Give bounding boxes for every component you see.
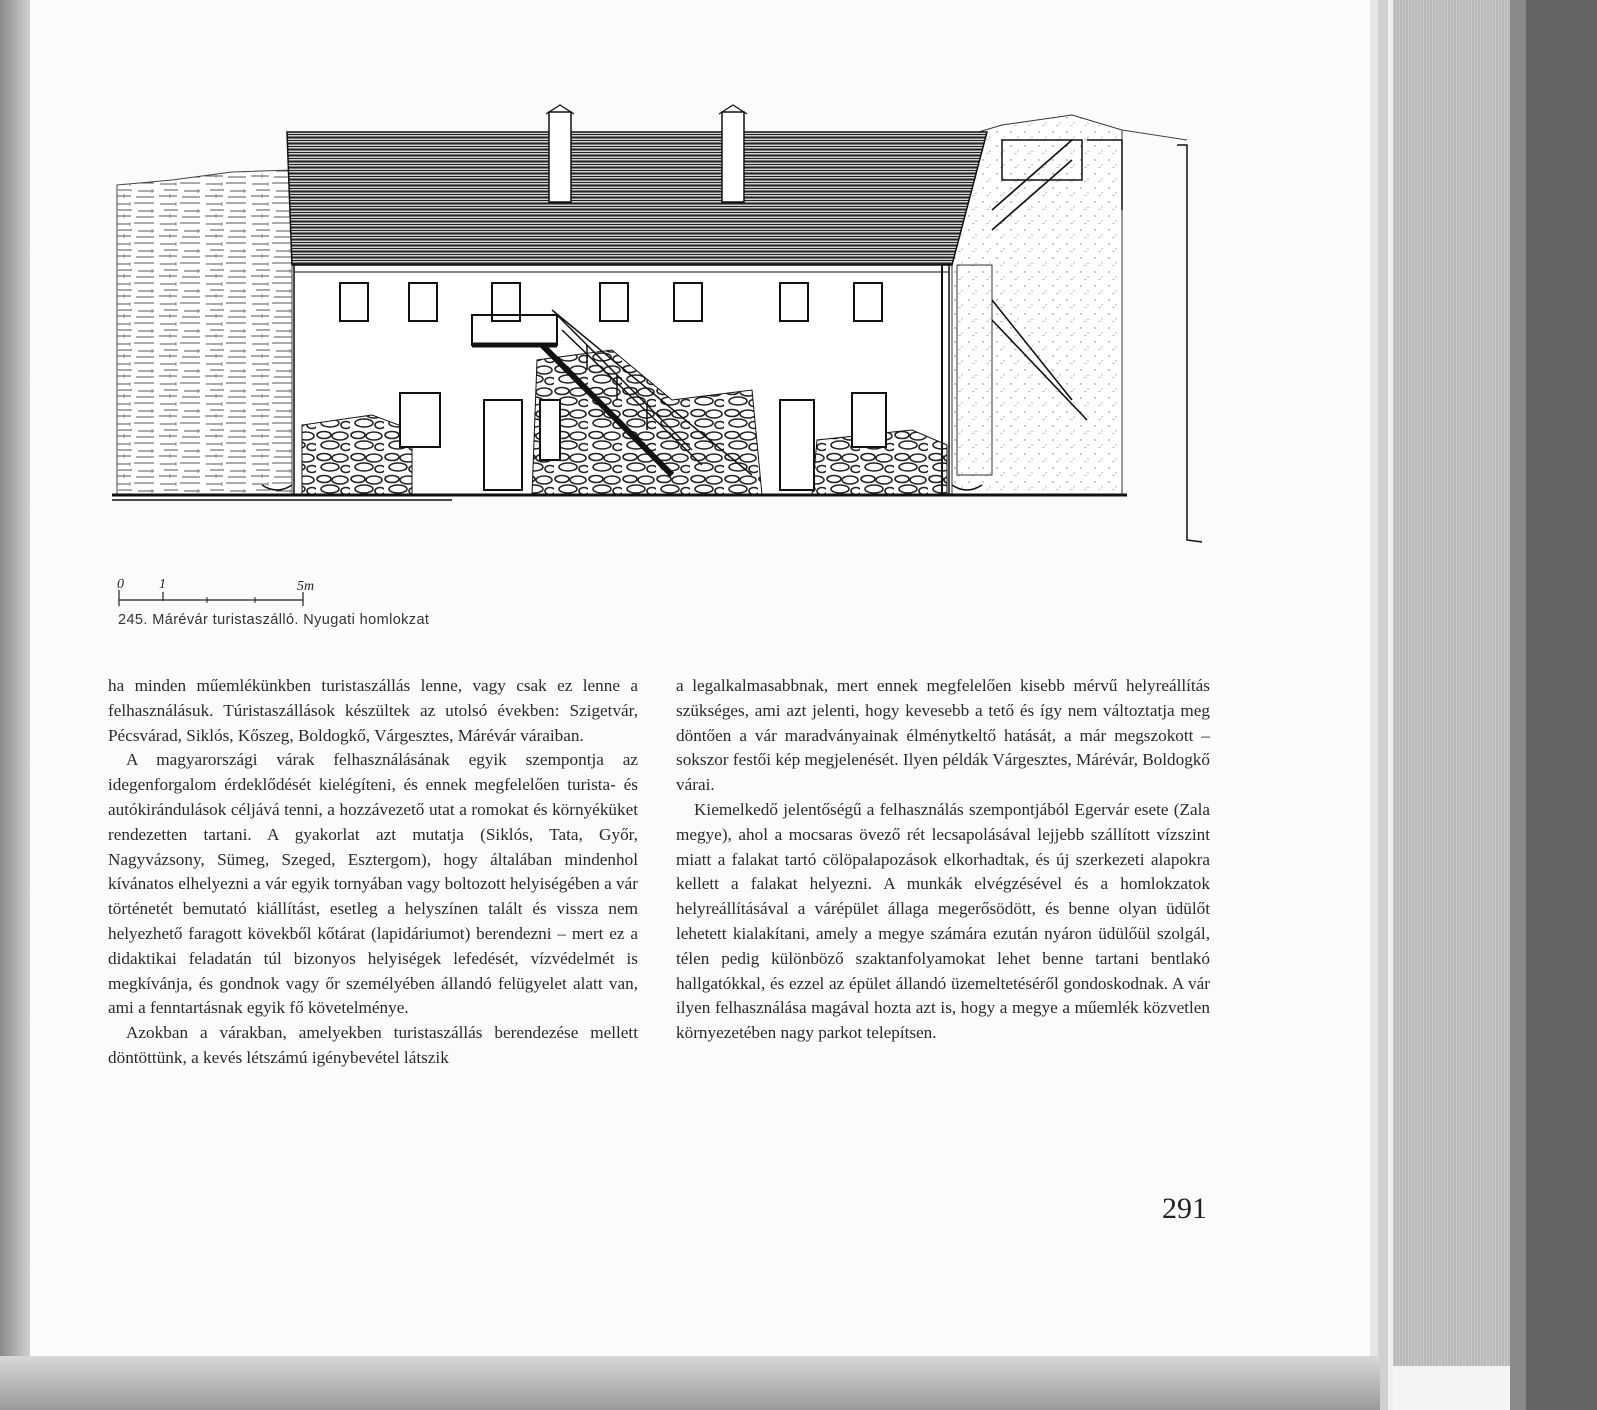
page-stack-edge [1370,0,1597,1410]
paragraph: Kiemelkedő jelentőségű a felhasználás szempontjából Egervár esete (Zala megye), ahol a mocsaras övező rét lecsapolásával lejjebb szállított vízszint miatt a falakat tartó cölöpalapozások elkorhadtak, és új szerkezeti alapokra kellett a falakat helyezni. A munkák elvégzésével és a homlokzatok helyreállításával a várépület állaga megerősödött, és benne olyan üdülőt lehetett kialakítani, amely a megye számára ezután nyáron üdülőül szolgál, télen pedig különböző szaktanfolyamokat lehet benne tartani bentlakó hallgatókkal, és ezzel az épület állandó üzemeltetéséről gondoskodnak. A vár ilyen felhasználása magával hozta azt is, hogy a megye a műemlék közvetlen környezetében nagy parkot telepítsen. [676,799,1210,1043]
scale-bar [117,574,347,614]
page-bottom-shadow [0,1356,1380,1410]
scale-label-one: 1 [159,577,166,592]
paragraph: A magyarországi várak felhasználásának egyik szempontja az idegenforgalom érdeklődését kielégíteni, és ennek megfelelően turista- és autókirándulások céljává tenni, a hozzávezető utat a romokat és környéküket rendezetten tartani. A gyakorlat azt mutatja (Siklós, Tata, Győr, Nagyvázsony, Sümeg, Szeged, Esztergom), hogy általában mindenhol kívánatos elhelyezni a vár egyik tornyában vagy boltozott helyiségében a vár történetét bemutató kiállítást, esetleg a helyszínen talált és vissza nem helyezhető faragott kövekből kőtárat (lapidáriumot) berendezni – mert ez a didaktikai feladatán túl bizonyos helyiségek lefedését, vízvédelmét is megkívánja, és gondnok vagy őr személyében állandó felügyelet alatt van, ami a fenntartásnak egyik fő követelménye. [108,750,638,1018]
scale-label-five: 5m [297,579,315,594]
page-number: 291 [1162,1192,1207,1225]
paragraph: Azokban a várakban, amelyekben turistaszállás berendezése mellett döntöttünk, a kevés létszámú igénybevétel látszik [108,1023,638,1067]
scale-label-zero: 0 [117,577,124,592]
paragraph: ha minden műemlékünkben turistaszállás lenne, vagy csak ez lenne a felhasználásuk. Túristaszállások készültek az utolsó években: Szigetvár, Pécsvárad, Siklós, Kőszeg, Boldogkő, Várgesztes, Márévár váraiban. [108,676,638,745]
text-column-right [676,674,1210,1046]
paragraph: a legalkalmasabbnak, mert ennek megfelelően kisebb mérvű helyreállítás szükséges, ami azt jelenti, hogy kevesebb a tető és így nem változtatja meg döntően a vár maradványainak élménytkeltő hatását, a már megszokott – sokszor festői kép megjelenését. Ilyen példák Várgesztes, Márévár, Boldogkő várai. [676,676,1210,795]
figure-caption: 245. Márévár turistaszálló. Nyugati homlokzat [118,612,430,628]
building-elevation-drawing [112,100,1232,580]
text-column-left [108,674,638,1071]
